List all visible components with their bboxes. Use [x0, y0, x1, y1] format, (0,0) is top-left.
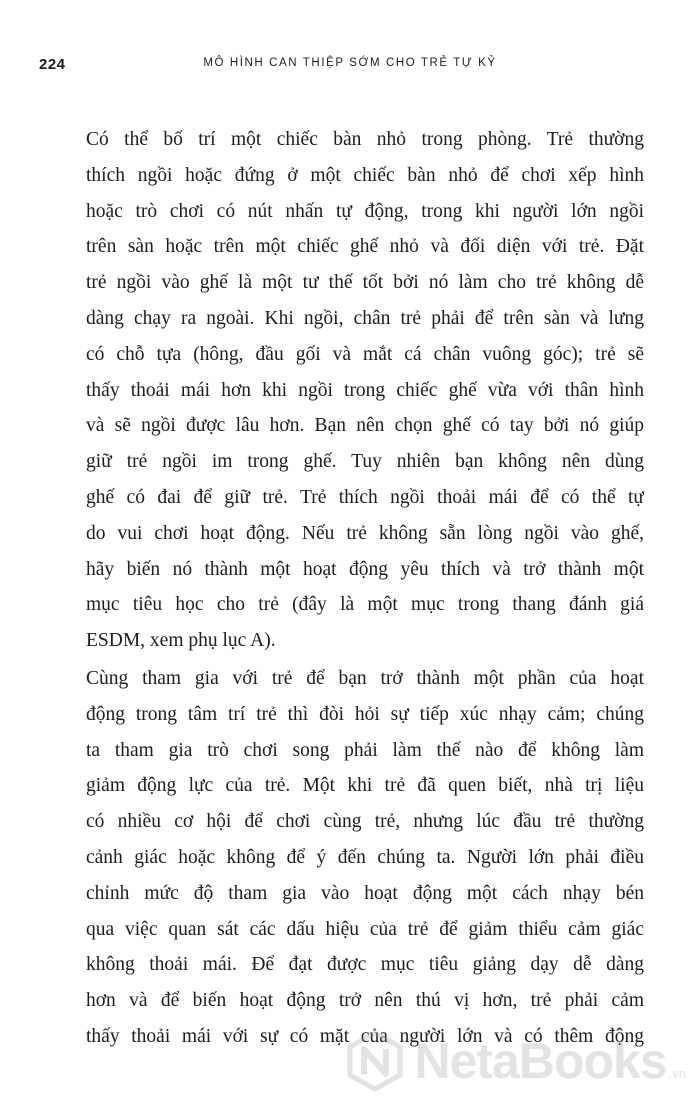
watermark-brand: NetaBooks [414, 1033, 667, 1089]
text-line: và sẽ ngồi được lâu hơn. Bạn nên chọn ghế có tay bởi nó giúp [86, 415, 644, 437]
text-line: trẻ ngồi vào ghế là một tư thế tốt bởi nó làm cho trẻ không dễ [86, 272, 644, 294]
text-line: không thoải mái. Để đạt được mục tiêu giảng dạy dễ dàng [86, 954, 644, 976]
text-line: giữ trẻ ngồi im trong ghế. Tuy nhiên bạn không nên dùng [86, 451, 644, 473]
text-line: ghế có đai để giữ trẻ. Trẻ thích ngồi thoải mái để có thể tự [86, 486, 644, 508]
text-line: hãy biến nó thành một hoạt động yêu thích và trở thành một [86, 558, 644, 580]
text-line: chỉnh mức độ tham gia vào hoạt động một cách nhạy bén [86, 882, 644, 904]
text-line: ESDM, xem phụ lục A). [86, 630, 276, 652]
text-line: có nhiều cơ hội để chơi cùng trẻ, nhưng lúc đầu trẻ thường [86, 811, 644, 833]
paragraph-1 [86, 122, 644, 659]
page-header [39, 56, 661, 80]
text-line: Cùng tham gia với trẻ để bạn trở thành một phần của hoạt [86, 667, 644, 689]
watermark-tld: .vn [668, 1066, 686, 1081]
paragraph-2 [86, 661, 644, 1055]
watermark [344, 1025, 686, 1097]
text-line: thích ngồi hoặc đứng ở một chiếc bàn nhỏ để chơi xếp hình [86, 164, 644, 186]
text-line: do vui chơi hoạt động. Nếu trẻ không sẵn lòng ngồi vào ghế, [86, 522, 644, 544]
running-title: MÔ HÌNH CAN THIỆP SỚM CHO TRẺ TỰ KỶ [203, 57, 497, 69]
text-line: hơn và để biến hoạt động trở nên thú vị hơn, trẻ phải cảm [86, 990, 644, 1012]
text-line: qua việc quan sát các dấu hiệu của trẻ để giảm thiểu cảm giác [86, 918, 644, 940]
text-line: thấy thoải mái với sự có mặt của người lớn và có thêm động [86, 1025, 644, 1047]
text-line: giảm động lực của trẻ. Một khi trẻ đã quen biết, nhà trị liệu [86, 775, 644, 797]
text-line: mục tiêu học cho trẻ (đây là một mục trong thang đánh giá [86, 594, 644, 616]
text-line: thấy thoải mái hơn khi ngồi trong chiếc ghế vừa với thân hình [86, 379, 644, 401]
text-line: Có thể bố trí một chiếc bàn nhỏ trong phòng. Trẻ thường [86, 129, 644, 150]
text-line: trên sàn hoặc trên một chiếc ghế nhỏ và đối diện với trẻ. Đặt [86, 236, 644, 258]
text-line: động trong tâm trí trẻ thì đòi hỏi sự tiếp xúc nhạy cảm; chúng [86, 703, 644, 725]
text-line: dàng chạy ra ngoài. Khi ngồi, chân trẻ phải để trên sàn và lưng [86, 307, 644, 329]
netabooks-logo-icon [344, 1030, 406, 1092]
text-line: ta tham gia trò chơi song phải làm thế nào để không làm [86, 739, 644, 761]
text-line: có chỗ tựa (hông, đầu gối và mắt cá chân vuông góc); trẻ sẽ [86, 343, 644, 365]
page-number: 224 [39, 56, 66, 73]
body-text [86, 122, 644, 1055]
text-line: hoặc trò chơi có nút nhấn tự động, trong khi người lớn ngồi [86, 200, 644, 222]
text-line: cảnh giác hoặc không để ý đến chúng ta. Người lớn phải điều [86, 846, 644, 868]
